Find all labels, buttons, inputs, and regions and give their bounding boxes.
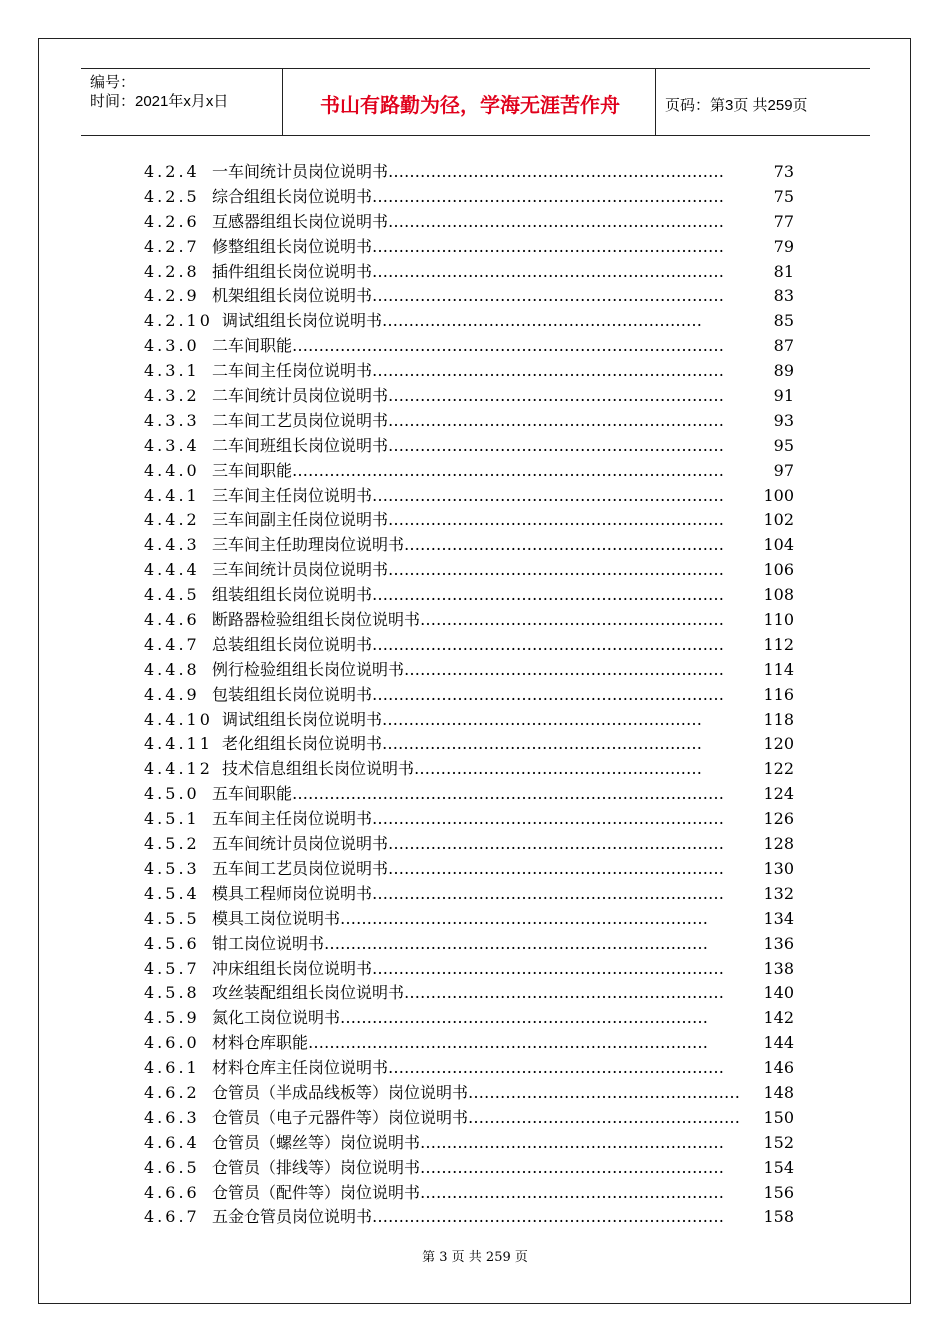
toc-section-number: 4.2.4 bbox=[144, 162, 200, 181]
toc-entry[interactable] bbox=[144, 533, 804, 558]
toc-entry[interactable] bbox=[144, 409, 804, 434]
toc-entry[interactable] bbox=[144, 459, 804, 484]
toc-title: 三车间副主任岗位说明书 bbox=[212, 510, 389, 530]
toc-entry[interactable] bbox=[144, 260, 804, 285]
toc-title: 模具工程师岗位说明书 bbox=[212, 883, 373, 903]
toc-title: 钳工岗位说明书 bbox=[212, 933, 325, 953]
toc-title: 五车间主任岗位说明书 bbox=[212, 809, 373, 829]
toc-title-with-leader bbox=[212, 409, 724, 434]
toc-title-with-leader bbox=[212, 683, 724, 708]
toc-title: 总装组组长岗位说明书 bbox=[212, 634, 373, 654]
toc-entry[interactable] bbox=[144, 732, 804, 757]
toc-page-number: 158 bbox=[763, 1207, 794, 1227]
toc-title: 技术信息组组长岗位说明书 bbox=[222, 759, 415, 779]
toc-section-number: 4.4.11 bbox=[144, 734, 213, 754]
toc-title-with-leader bbox=[212, 459, 724, 484]
toc-page-number: 148 bbox=[763, 1082, 794, 1102]
toc-entry[interactable] bbox=[144, 832, 804, 857]
toc-page-number: 142 bbox=[763, 1008, 794, 1028]
toc-page-number: 136 bbox=[763, 933, 794, 953]
toc-entry[interactable] bbox=[144, 235, 804, 260]
toc-title: 攻丝装配组组长岗位说明书 bbox=[212, 983, 405, 1003]
toc-dot-leader: ………………………………………………… bbox=[420, 610, 725, 630]
toc-section-number: 4.5.5 bbox=[144, 908, 200, 928]
header-top-rule bbox=[81, 68, 870, 69]
toc-title: 模具工岗位说明书 bbox=[212, 908, 341, 928]
toc-section-number: 4.5.0 bbox=[144, 784, 200, 804]
toc-title: 老化组组长岗位说明书 bbox=[222, 734, 383, 754]
toc-title: 二车间工艺员岗位说明书 bbox=[212, 410, 389, 430]
toc-dot-leader: …………………………………………………… bbox=[404, 659, 725, 679]
toc-title-with-leader bbox=[212, 1205, 724, 1230]
toc-page-number: 120 bbox=[763, 734, 794, 754]
toc-page-number: 110 bbox=[763, 610, 794, 630]
toc-entry[interactable] bbox=[144, 185, 804, 210]
toc-section-number: 4.6.1 bbox=[144, 1058, 200, 1078]
toc-entry[interactable] bbox=[144, 1156, 804, 1181]
toc-title: 材料仓库职能 bbox=[212, 1033, 309, 1053]
toc-dot-leader: ………………………………………………………… bbox=[372, 186, 725, 206]
toc-dot-leader: ………………………………………………………… bbox=[372, 1207, 725, 1227]
toc-title: 二车间职能 bbox=[212, 336, 293, 356]
toc-section-number: 4.5.7 bbox=[144, 958, 200, 978]
toc-dot-leader: ……………………………………………………… bbox=[388, 858, 725, 878]
toc-section-number: 4.4.2 bbox=[144, 510, 200, 530]
toc-title: 仓管员（电子元器件等）岗位说明书 bbox=[212, 1107, 469, 1127]
toc-title-with-leader bbox=[212, 583, 724, 608]
toc-dot-leader: …………………………………………………… bbox=[382, 734, 703, 754]
toc-dot-leader: ………………………………………………… bbox=[420, 1132, 725, 1152]
toc-title-with-leader bbox=[212, 359, 724, 384]
toc-title: 二车间主任岗位说明书 bbox=[212, 361, 373, 381]
toc-page-number: 134 bbox=[763, 908, 794, 928]
toc-title-with-leader bbox=[212, 981, 724, 1006]
toc-section-number: 4.3.2 bbox=[144, 386, 200, 406]
toc-dot-leader: ……………………………………………………… bbox=[388, 410, 725, 430]
toc-title-with-leader bbox=[212, 1106, 740, 1131]
toc-entry[interactable] bbox=[144, 1106, 804, 1131]
toc-section-number: 4.5.4 bbox=[144, 883, 200, 903]
toc-section-number: 4.3.3 bbox=[144, 410, 200, 430]
toc-title: 包装组组长岗位说明书 bbox=[212, 684, 373, 704]
toc-page-number: 75 bbox=[773, 186, 794, 206]
toc-section-number: 4.4.4 bbox=[144, 560, 200, 580]
toc-title-with-leader bbox=[212, 533, 724, 558]
toc-entry[interactable] bbox=[144, 1131, 804, 1156]
toc-dot-leader: ………………………………………………………… bbox=[372, 684, 725, 704]
toc-page-number: 85 bbox=[773, 311, 794, 331]
toc-title-with-leader bbox=[212, 1181, 724, 1206]
toc-dot-leader: ……………………………………………………… bbox=[388, 560, 725, 580]
toc-title: 仓管员（配件等）岗位说明书 bbox=[212, 1182, 421, 1202]
header-divider-left bbox=[282, 68, 283, 136]
toc-title: 断路器检验组组长岗位说明书 bbox=[212, 610, 421, 630]
toc-section-number: 4.2.8 bbox=[144, 261, 200, 281]
toc-entry[interactable] bbox=[144, 683, 804, 708]
toc-section-number: 4.4.1 bbox=[144, 485, 200, 505]
toc-title: 二车间班组长岗位说明书 bbox=[212, 435, 389, 455]
toc-entry[interactable] bbox=[144, 309, 804, 334]
toc-title: 例行检验组组长岗位说明书 bbox=[212, 659, 405, 679]
toc-section-number: 4.2.6 bbox=[144, 211, 200, 231]
toc-entry[interactable] bbox=[144, 857, 804, 882]
toc-entry[interactable] bbox=[144, 160, 804, 185]
toc-title-with-leader bbox=[212, 384, 724, 409]
toc-title-with-leader bbox=[212, 185, 724, 210]
toc-title: 仓管员（螺丝等）岗位说明书 bbox=[212, 1132, 421, 1152]
toc-title: 五车间职能 bbox=[212, 784, 293, 804]
toc-page-number: 79 bbox=[773, 236, 794, 256]
toc-page-number: 124 bbox=[763, 784, 794, 804]
toc-title-with-leader bbox=[212, 284, 724, 309]
toc-page-number: 116 bbox=[763, 684, 794, 704]
toc-entry[interactable] bbox=[144, 1031, 804, 1056]
toc-title: 调试组组长岗位说明书 bbox=[222, 311, 383, 331]
header-page-info: 页码：第3页 共259页 bbox=[665, 97, 808, 114]
toc-title-with-leader bbox=[212, 957, 724, 982]
toc-title-with-leader bbox=[222, 708, 702, 733]
toc-entry[interactable] bbox=[144, 957, 804, 982]
toc-title-with-leader bbox=[212, 508, 724, 533]
toc-title: 组装组组长岗位说明书 bbox=[212, 585, 373, 605]
toc-entry[interactable] bbox=[144, 384, 804, 409]
toc-title-with-leader bbox=[212, 210, 724, 235]
toc-entry[interactable] bbox=[144, 608, 804, 633]
toc-entry[interactable] bbox=[144, 633, 804, 658]
toc-section-number: 4.5.9 bbox=[144, 1008, 200, 1028]
toc-title: 三车间主任岗位说明书 bbox=[212, 485, 373, 505]
toc-title-with-leader bbox=[212, 484, 724, 509]
toc-title-with-leader bbox=[212, 782, 724, 807]
toc-section-number: 4.4.3 bbox=[144, 535, 200, 555]
toc-page-number: 83 bbox=[773, 286, 794, 306]
toc-section-number: 4.4.5 bbox=[144, 585, 200, 605]
toc-section-number: 4.4.8 bbox=[144, 659, 200, 679]
toc-dot-leader: ………………………………………………………………… bbox=[308, 1033, 709, 1053]
toc-title-with-leader bbox=[212, 1081, 740, 1106]
toc-dot-leader: ………………………………………………………… bbox=[372, 585, 725, 605]
toc-page-number: 97 bbox=[773, 460, 794, 480]
header-motto: 书山有路勤为径，学海无涯苦作舟 bbox=[320, 93, 620, 117]
toc-page-number: 132 bbox=[763, 883, 794, 903]
toc-dot-leader: ……………………………………………………… bbox=[388, 834, 725, 854]
toc-section-number: 4.6.0 bbox=[144, 1033, 200, 1053]
toc-title: 三车间职能 bbox=[212, 460, 293, 480]
toc-title-with-leader bbox=[222, 757, 702, 782]
toc-dot-leader: ………………………………………………………… bbox=[372, 236, 725, 256]
toc-title-with-leader bbox=[212, 1156, 724, 1181]
toc-dot-leader: ………………………………………………………… bbox=[372, 958, 725, 978]
toc-entry[interactable] bbox=[144, 1006, 804, 1031]
toc-title: 五车间工艺员岗位说明书 bbox=[212, 858, 389, 878]
toc-entry[interactable] bbox=[144, 807, 804, 832]
toc-section-number: 4.6.3 bbox=[144, 1107, 200, 1127]
toc-section-number: 4.4.10 bbox=[144, 709, 213, 729]
toc-page-number: 81 bbox=[773, 261, 794, 281]
toc-section-number: 4.3.4 bbox=[144, 435, 200, 455]
toc-entry[interactable] bbox=[144, 658, 804, 683]
toc-page-number: 91 bbox=[773, 386, 794, 406]
toc-page-number: 122 bbox=[763, 759, 794, 779]
toc-page-number: 77 bbox=[773, 211, 794, 231]
toc-dot-leader: ……………………………………………………………………… bbox=[292, 460, 725, 480]
toc-dot-leader: ………………………………………………… bbox=[420, 1182, 725, 1202]
toc-title-with-leader bbox=[212, 160, 724, 185]
toc-section-number: 4.3.0 bbox=[144, 336, 200, 356]
toc-dot-leader: ………………………………………………………… bbox=[372, 261, 725, 281]
toc-entry[interactable] bbox=[144, 907, 804, 932]
toc-dot-leader: …………………………………………………… bbox=[404, 983, 725, 1003]
toc-page-number: 108 bbox=[763, 585, 794, 605]
toc-dot-leader: ………………………………………………………… bbox=[372, 883, 725, 903]
toc-title-with-leader bbox=[222, 732, 702, 757]
toc-title: 仓管员（排线等）岗位说明书 bbox=[212, 1157, 421, 1177]
toc-page-number: 154 bbox=[763, 1157, 794, 1177]
toc-entry[interactable] bbox=[144, 782, 804, 807]
toc-page-number: 87 bbox=[773, 336, 794, 356]
toc-title-with-leader bbox=[212, 1131, 724, 1156]
toc-entry[interactable] bbox=[144, 284, 804, 309]
toc-section-number: 4.4.12 bbox=[144, 759, 213, 779]
toc-dot-leader: ………………………………………………………… bbox=[372, 361, 725, 381]
toc-dot-leader: ……………………………………………………… bbox=[388, 386, 725, 406]
toc-page-number: 73 bbox=[773, 162, 794, 181]
toc-dot-leader: ……………………………………………………………………… bbox=[292, 336, 725, 356]
toc-title: 互感器组组长岗位说明书 bbox=[212, 211, 389, 231]
toc-dot-leader: ………………………………………………… bbox=[420, 1157, 725, 1177]
toc-dot-leader: ……………………………………………………… bbox=[388, 435, 725, 455]
toc-dot-leader: ……………………………………………………… bbox=[388, 510, 725, 530]
toc-page-number: 112 bbox=[763, 634, 794, 654]
toc-entry[interactable] bbox=[144, 1081, 804, 1106]
toc-title-with-leader bbox=[222, 309, 702, 334]
toc-section-number: 4.5.2 bbox=[144, 834, 200, 854]
toc-entry[interactable] bbox=[144, 558, 804, 583]
toc-page-number: 89 bbox=[773, 361, 794, 381]
toc-section-number: 4.4.9 bbox=[144, 684, 200, 704]
toc-page-number: 144 bbox=[763, 1033, 794, 1053]
toc-title-with-leader bbox=[212, 857, 724, 882]
toc-title-with-leader bbox=[212, 633, 724, 658]
toc-section-number: 4.4.6 bbox=[144, 610, 200, 630]
toc-page-number: 130 bbox=[763, 858, 794, 878]
toc-title: 冲床组组长岗位说明书 bbox=[212, 958, 373, 978]
toc-page-number: 150 bbox=[763, 1107, 794, 1127]
toc-section-number: 4.6.6 bbox=[144, 1182, 200, 1202]
toc-title: 综合组组长岗位说明书 bbox=[212, 186, 373, 206]
toc-dot-leader: ……………………………………………………………… bbox=[324, 933, 709, 953]
toc-page-number: 118 bbox=[763, 709, 794, 729]
document-header bbox=[81, 68, 870, 136]
toc-section-number: 4.5.6 bbox=[144, 933, 200, 953]
toc-title-with-leader bbox=[212, 807, 724, 832]
toc-page-number: 102 bbox=[763, 510, 794, 530]
table-of-contents bbox=[144, 160, 804, 1230]
toc-section-number: 4.5.3 bbox=[144, 858, 200, 878]
toc-title-with-leader bbox=[212, 434, 724, 459]
toc-dot-leader: ……………………………………………… bbox=[414, 759, 703, 779]
toc-section-number: 4.4.7 bbox=[144, 634, 200, 654]
toc-page-number: 114 bbox=[763, 659, 794, 679]
toc-title: 调试组组长岗位说明书 bbox=[222, 709, 383, 729]
toc-page-number: 156 bbox=[763, 1182, 794, 1202]
toc-title: 材料仓库主任岗位说明书 bbox=[212, 1058, 389, 1078]
toc-title: 仓管员（半成品线板等）岗位说明书 bbox=[212, 1082, 469, 1102]
toc-title-with-leader bbox=[212, 832, 724, 857]
toc-title-with-leader bbox=[212, 907, 708, 932]
toc-title-with-leader bbox=[212, 658, 724, 683]
toc-title: 二车间统计员岗位说明书 bbox=[212, 386, 389, 406]
toc-section-number: 4.2.5 bbox=[144, 186, 200, 206]
toc-page-number: 138 bbox=[763, 958, 794, 978]
toc-title: 氮化工岗位说明书 bbox=[212, 1008, 341, 1028]
toc-page-number: 93 bbox=[773, 410, 794, 430]
toc-dot-leader: …………………………………………………………… bbox=[340, 1008, 709, 1028]
toc-title-with-leader bbox=[212, 1031, 708, 1056]
toc-section-number: 4.6.2 bbox=[144, 1082, 200, 1102]
toc-entry[interactable] bbox=[144, 210, 804, 235]
toc-title: 五金仓管员岗位说明书 bbox=[212, 1207, 373, 1227]
toc-title: 三车间主任助理岗位说明书 bbox=[212, 535, 405, 555]
toc-dot-leader: …………………………………………… bbox=[468, 1107, 741, 1127]
toc-page-number: 95 bbox=[773, 435, 794, 455]
toc-dot-leader: ……………………………………………………… bbox=[388, 1058, 725, 1078]
toc-section-number: 4.5.1 bbox=[144, 809, 200, 829]
toc-section-number: 4.5.8 bbox=[144, 983, 200, 1003]
toc-title-with-leader bbox=[212, 334, 724, 359]
toc-entry[interactable] bbox=[144, 932, 804, 957]
toc-entry[interactable] bbox=[144, 1056, 804, 1081]
toc-page-number: 126 bbox=[763, 809, 794, 829]
toc-entry[interactable] bbox=[144, 583, 804, 608]
toc-dot-leader: …………………………………………………………… bbox=[340, 908, 709, 928]
toc-title: 机架组组长岗位说明书 bbox=[212, 286, 373, 306]
toc-entry[interactable] bbox=[144, 708, 804, 733]
toc-title-with-leader bbox=[212, 235, 724, 260]
toc-title: 五车间统计员岗位说明书 bbox=[212, 834, 389, 854]
toc-entry[interactable] bbox=[144, 882, 804, 907]
toc-page-number: 106 bbox=[763, 560, 794, 580]
toc-title-with-leader bbox=[212, 882, 724, 907]
toc-title: 修整组组长岗位说明书 bbox=[212, 236, 373, 256]
toc-entry[interactable] bbox=[144, 434, 804, 459]
toc-section-number: 4.6.5 bbox=[144, 1157, 200, 1177]
toc-dot-leader: …………………………………………………… bbox=[404, 535, 725, 555]
toc-section-number: 4.4.0 bbox=[144, 460, 200, 480]
toc-entry[interactable] bbox=[144, 1181, 804, 1206]
toc-page-number: 128 bbox=[763, 834, 794, 854]
toc-title-with-leader bbox=[212, 932, 708, 957]
toc-title-with-leader bbox=[212, 1006, 708, 1031]
toc-dot-leader: …………………………………………………… bbox=[382, 311, 703, 331]
toc-section-number: 4.2.7 bbox=[144, 236, 200, 256]
header-bottom-rule bbox=[81, 135, 870, 136]
toc-dot-leader: ……………………………………………………………………… bbox=[292, 784, 725, 804]
toc-entry[interactable] bbox=[144, 334, 804, 359]
toc-entry[interactable] bbox=[144, 1205, 804, 1230]
toc-entry[interactable] bbox=[144, 508, 804, 533]
toc-section-number: 4.2.9 bbox=[144, 286, 200, 306]
toc-dot-leader: ……………………………………………………… bbox=[388, 162, 725, 181]
toc-section-number: 4.6.7 bbox=[144, 1207, 200, 1227]
toc-dot-leader: ………………………………………………………… bbox=[372, 286, 725, 306]
toc-title-with-leader bbox=[212, 558, 724, 583]
toc-entry[interactable] bbox=[144, 757, 804, 782]
page-footer: 第 3 页 共 259 页 bbox=[422, 1250, 528, 1265]
document-number-label: 编号： bbox=[90, 74, 136, 91]
toc-page-number: 104 bbox=[763, 535, 794, 555]
toc-entry[interactable] bbox=[144, 981, 804, 1006]
toc-page-number: 100 bbox=[763, 485, 794, 505]
toc-dot-leader: ………………………………………………………… bbox=[372, 809, 725, 829]
toc-title: 插件组组长岗位说明书 bbox=[212, 261, 373, 281]
toc-title-with-leader bbox=[212, 1056, 724, 1081]
toc-section-number: 4.2.10 bbox=[144, 311, 213, 331]
toc-page-number: 152 bbox=[763, 1132, 794, 1152]
toc-dot-leader: ……………………………………………………… bbox=[388, 211, 725, 231]
toc-dot-leader: …………………………………………………… bbox=[382, 709, 703, 729]
toc-dot-leader: …………………………………………… bbox=[468, 1082, 741, 1102]
toc-title: 三车间统计员岗位说明书 bbox=[212, 560, 389, 580]
toc-page-number: 146 bbox=[763, 1058, 794, 1078]
toc-entry[interactable] bbox=[144, 484, 804, 509]
toc-title: 一车间统计员岗位说明书 bbox=[212, 162, 389, 181]
toc-section-number: 4.3.1 bbox=[144, 361, 200, 381]
toc-entry[interactable] bbox=[144, 359, 804, 384]
document-date: 时间：2021年x月x日 bbox=[90, 93, 229, 110]
toc-page-number: 140 bbox=[763, 983, 794, 1003]
toc-dot-leader: ………………………………………………………… bbox=[372, 634, 725, 654]
toc-title-with-leader bbox=[212, 260, 724, 285]
toc-title-with-leader bbox=[212, 608, 724, 633]
toc-dot-leader: ………………………………………………………… bbox=[372, 485, 725, 505]
toc-section-number: 4.6.4 bbox=[144, 1132, 200, 1152]
